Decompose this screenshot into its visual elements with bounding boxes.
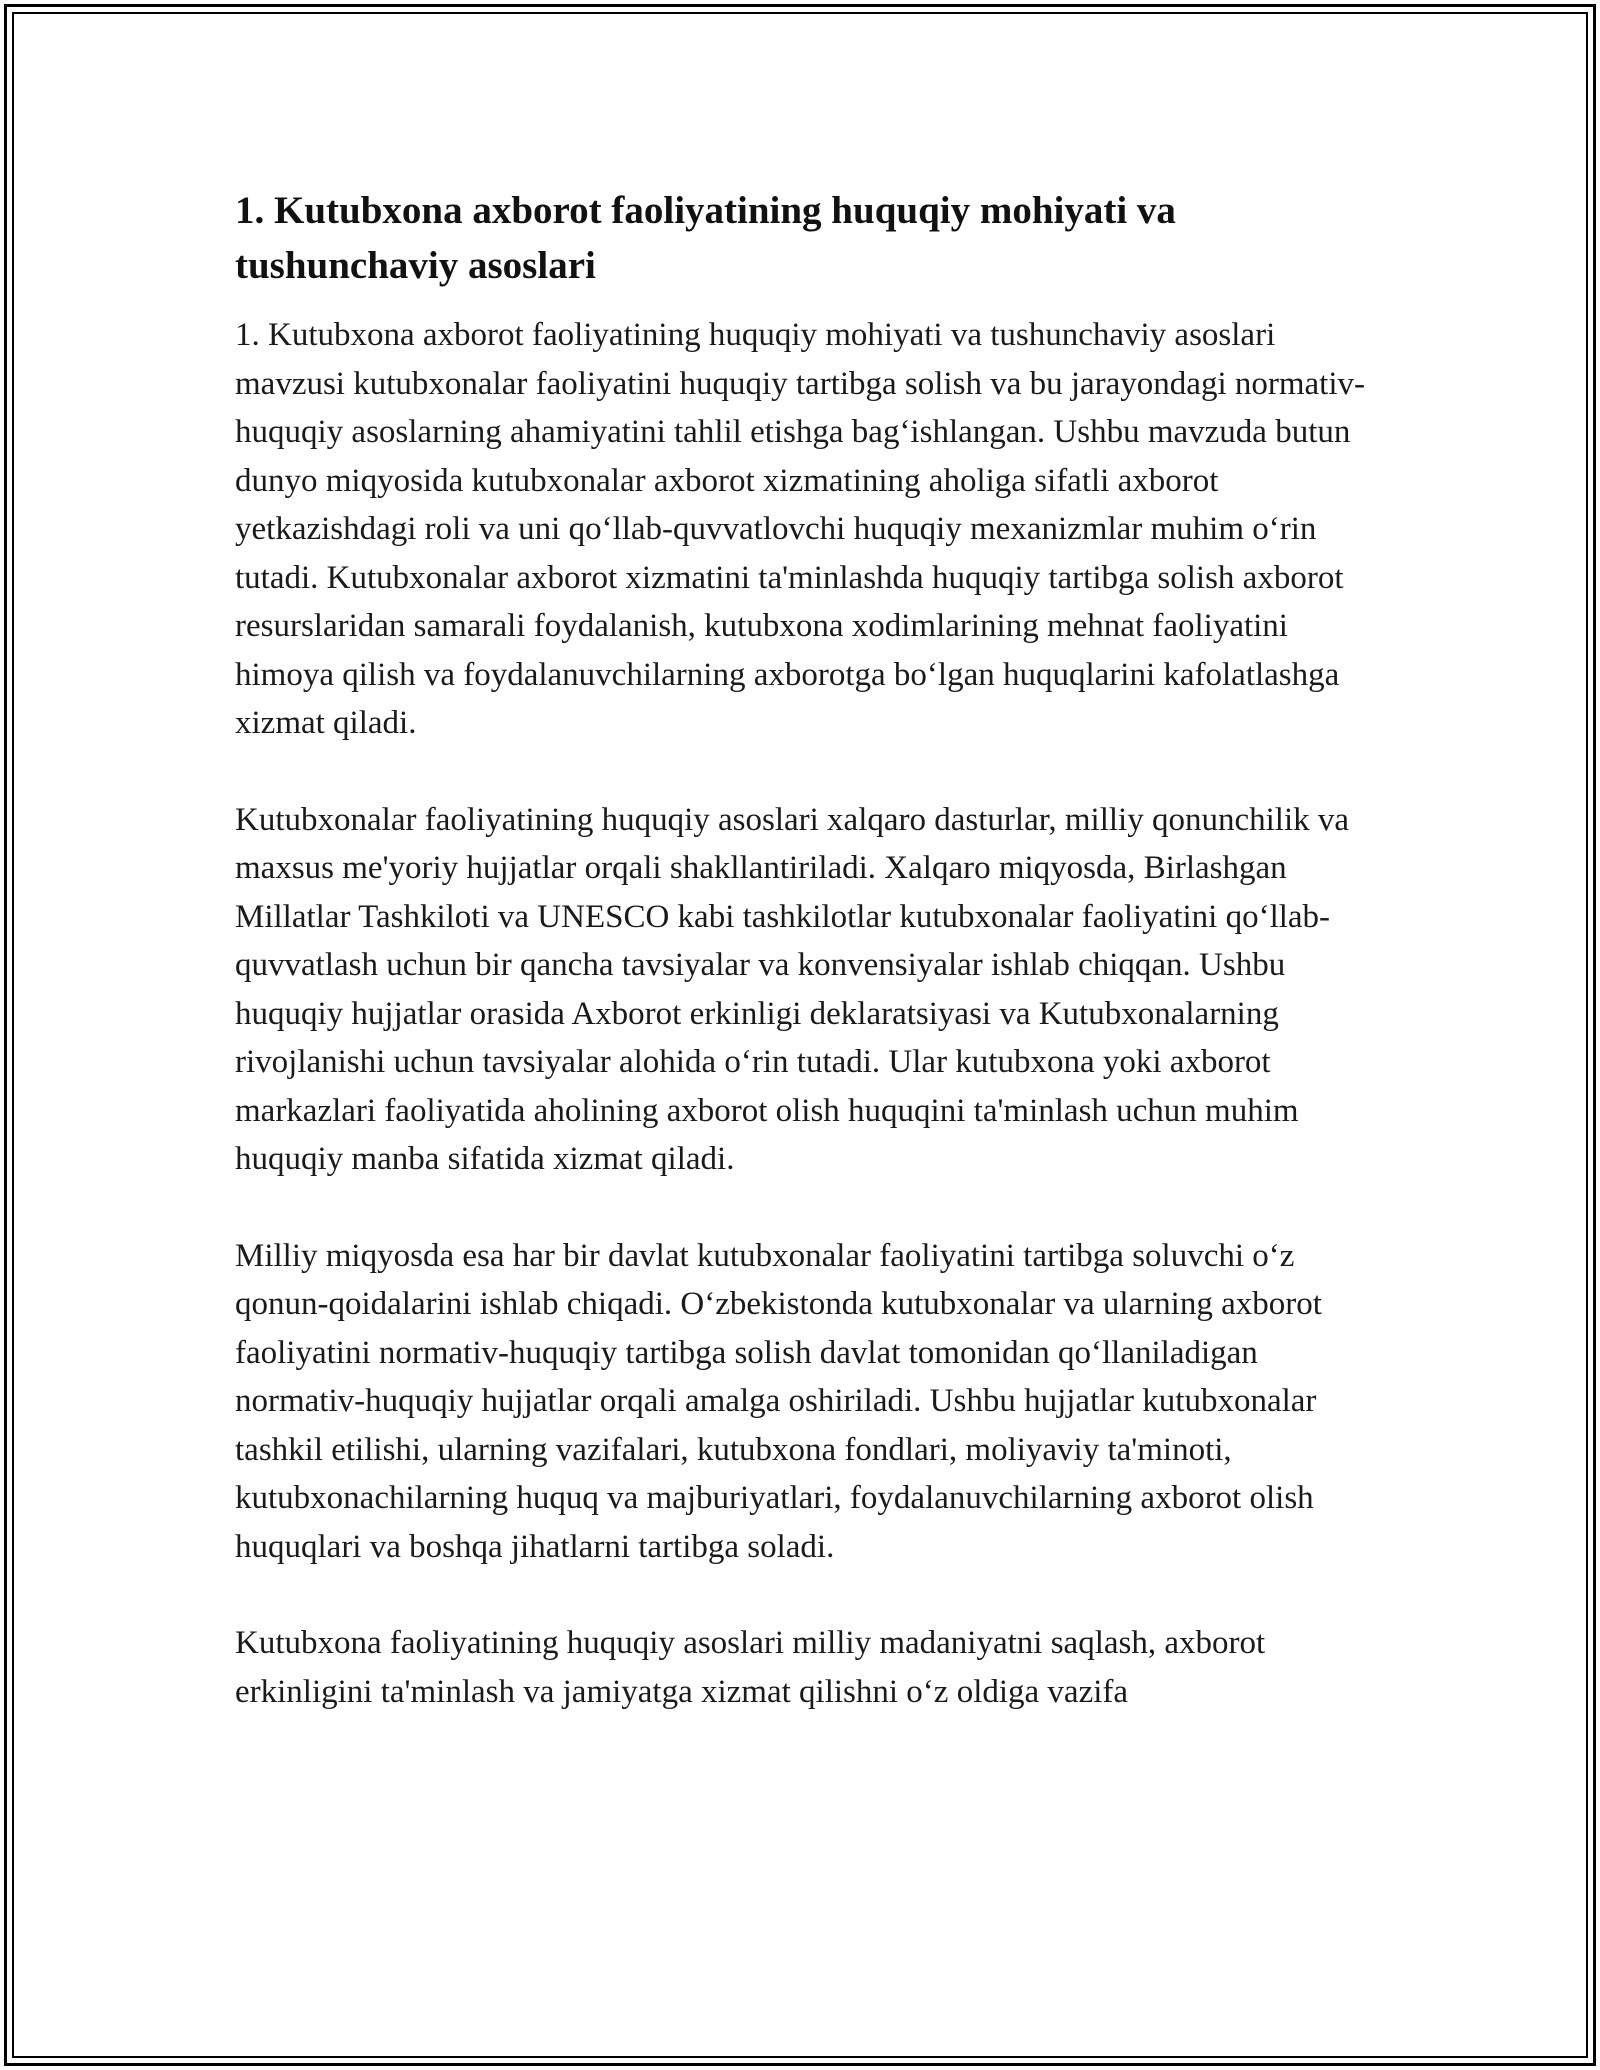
paragraph-1: 1. Kutubxona axborot faoliyatining huquqiy mohiyati va tushunchaviy asoslari mavzusi kutubxonalar faoliyatini huquqiy tartibga solish va bu jarayondagi normativ-huquqiy asoslarning ahamiyatini tahlil etishga bag‘ishlangan. Ushbu mavzuda butun dunyo miqyosida kutubxonalar axborot xizmatining aholiga sifatli axborot yetkazishdagi roli va uni qo‘llab-quvvatlovchi huquqiy mexanizmlar muhim o‘rin tutadi. Kutubxonalar axborot xizmatini ta'minlashda huquqiy tartibga solish axborot resurslaridan samarali foydalanish, kutubxona xodimlarining mehnat faoliyatini himoya qilish va foydalanuvchilarning axborotga bo‘lgan huquqlarini kafolatlashga xizmat qiladi.: [235, 317, 1365, 741]
document-body: [235, 183, 1370, 1764]
section-heading: 1. Kutubxona axborot faoliyatining huquqiy mohiyati va tushunchaviy asoslari: [235, 189, 1176, 287]
paragraph-2: Kutubxonalar faoliyatining huquqiy asoslari xalqaro dasturlar, milliy qonunchilik va maxsus me'yoriy hujjatlar orqali shakllantiriladi. Xalqaro miqyosda, Birlashgan Millatlar Tashkiloti va UNESCO kabi tashkilotlar kutubxonalar faoliyatini qo‘llab-quvvatlash uchun bir qancha tavsiyalar va konvensiyalar ishlab chiqqan. Ushbu huquqiy hujjatlar orasida Axborot erkinligi deklaratsiyasi va Kutubxonalarning rivojlanishi uchun tavsiyalar alohida o‘rin tutadi. Ular kutubxona yoki axborot markazlari faoliyatida aholining axborot olish huquqini ta'minlash uchun muhim huquqiy manba sifatida xizmat qiladi.: [235, 801, 1350, 1177]
paragraph-4: Kutubxona faoliyatining huquqiy asoslari milliy madaniyatni saqlash, axborot erkinligini ta'minlash va jamiyatga xizmat qilishni o‘z oldiga vazifa: [235, 1625, 1266, 1710]
paragraph-3: Milliy miqyosda esa har bir davlat kutubxonalar faoliyatini tartibga soluvchi o‘z qonun-qoidalarini ishlab chiqadi. O‘zbekistonda kutubxonalar va ularning axborot faoliyatini normativ-huquqiy tartibga solish davlat tomonidan qo‘llaniladigan normativ-huquqiy hujjatlar orqali amalga oshiriladi. Ushbu hujjatlar kutubxonalar tashkil etilishi, ularning vazifalari, kutubxona fondlari, moliyaviy ta'minoti, kutubxonachilarning huquq va majburiyatlari, foydalanuvchilarning axborot olish huquqlari va boshqa jihatlarni tartibga soladi.: [235, 1237, 1322, 1565]
